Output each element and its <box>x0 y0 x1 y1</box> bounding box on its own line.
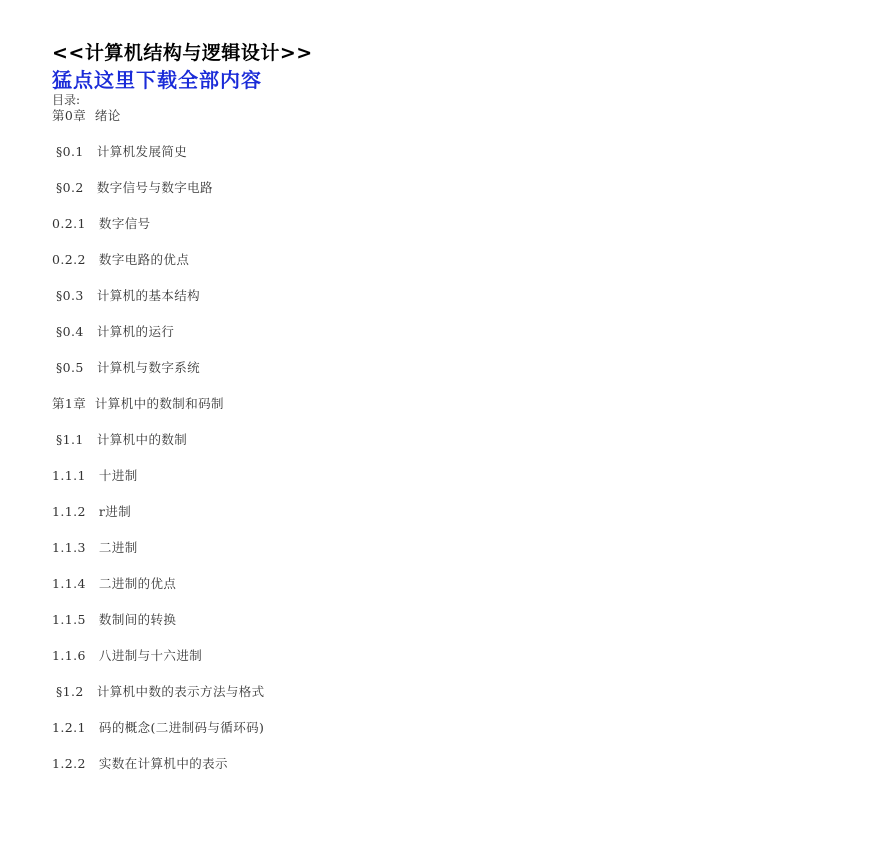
toc-item: 1.1.5 数制间的转换 <box>52 612 177 627</box>
toc-item: 1.1.6 八进制与十六进制 <box>52 648 203 663</box>
toc-item: 1.1.3 二进制 <box>52 540 138 555</box>
toc-item: 0.2.2 数字电路的优点 <box>52 252 190 267</box>
document-title: <<计算机结构与逻辑设计>> <box>52 42 313 64</box>
toc-item: §1.1 计算机中的数制 <box>56 432 188 447</box>
toc-item: §1.2 计算机中数的表示方法与格式 <box>56 684 265 699</box>
toc-item: §0.5 计算机与数字系统 <box>56 360 201 375</box>
toc-label: 目录: <box>52 93 81 107</box>
toc-item: §0.4 计算机的运行 <box>56 324 175 339</box>
toc-item: §0.3 计算机的基本结构 <box>56 288 201 303</box>
toc-item: 1.1.2 r进制 <box>52 504 132 519</box>
toc-item: 1.1.4 二进制的优点 <box>52 576 177 591</box>
toc-item: 1.1.1 十进制 <box>52 468 138 483</box>
download-all-link[interactable]: 猛点这里下载全部内容 <box>52 68 262 92</box>
document-page <box>52 40 832 792</box>
toc-item: 第1章 计算机中的数制和码制 <box>52 396 224 411</box>
toc-item: 第0章 绪论 <box>52 108 121 123</box>
toc-item: 1.2.1 码的概念(二进制码与循环码) <box>52 720 265 735</box>
toc-item: 0.2.1 数字信号 <box>52 216 151 231</box>
table-of-contents <box>52 108 832 792</box>
toc-item: §0.2 数字信号与数字电路 <box>56 180 213 195</box>
toc-item: §0.1 计算机发展简史 <box>56 144 188 159</box>
toc-item: 1.2.2 实数在计算机中的表示 <box>52 756 228 771</box>
